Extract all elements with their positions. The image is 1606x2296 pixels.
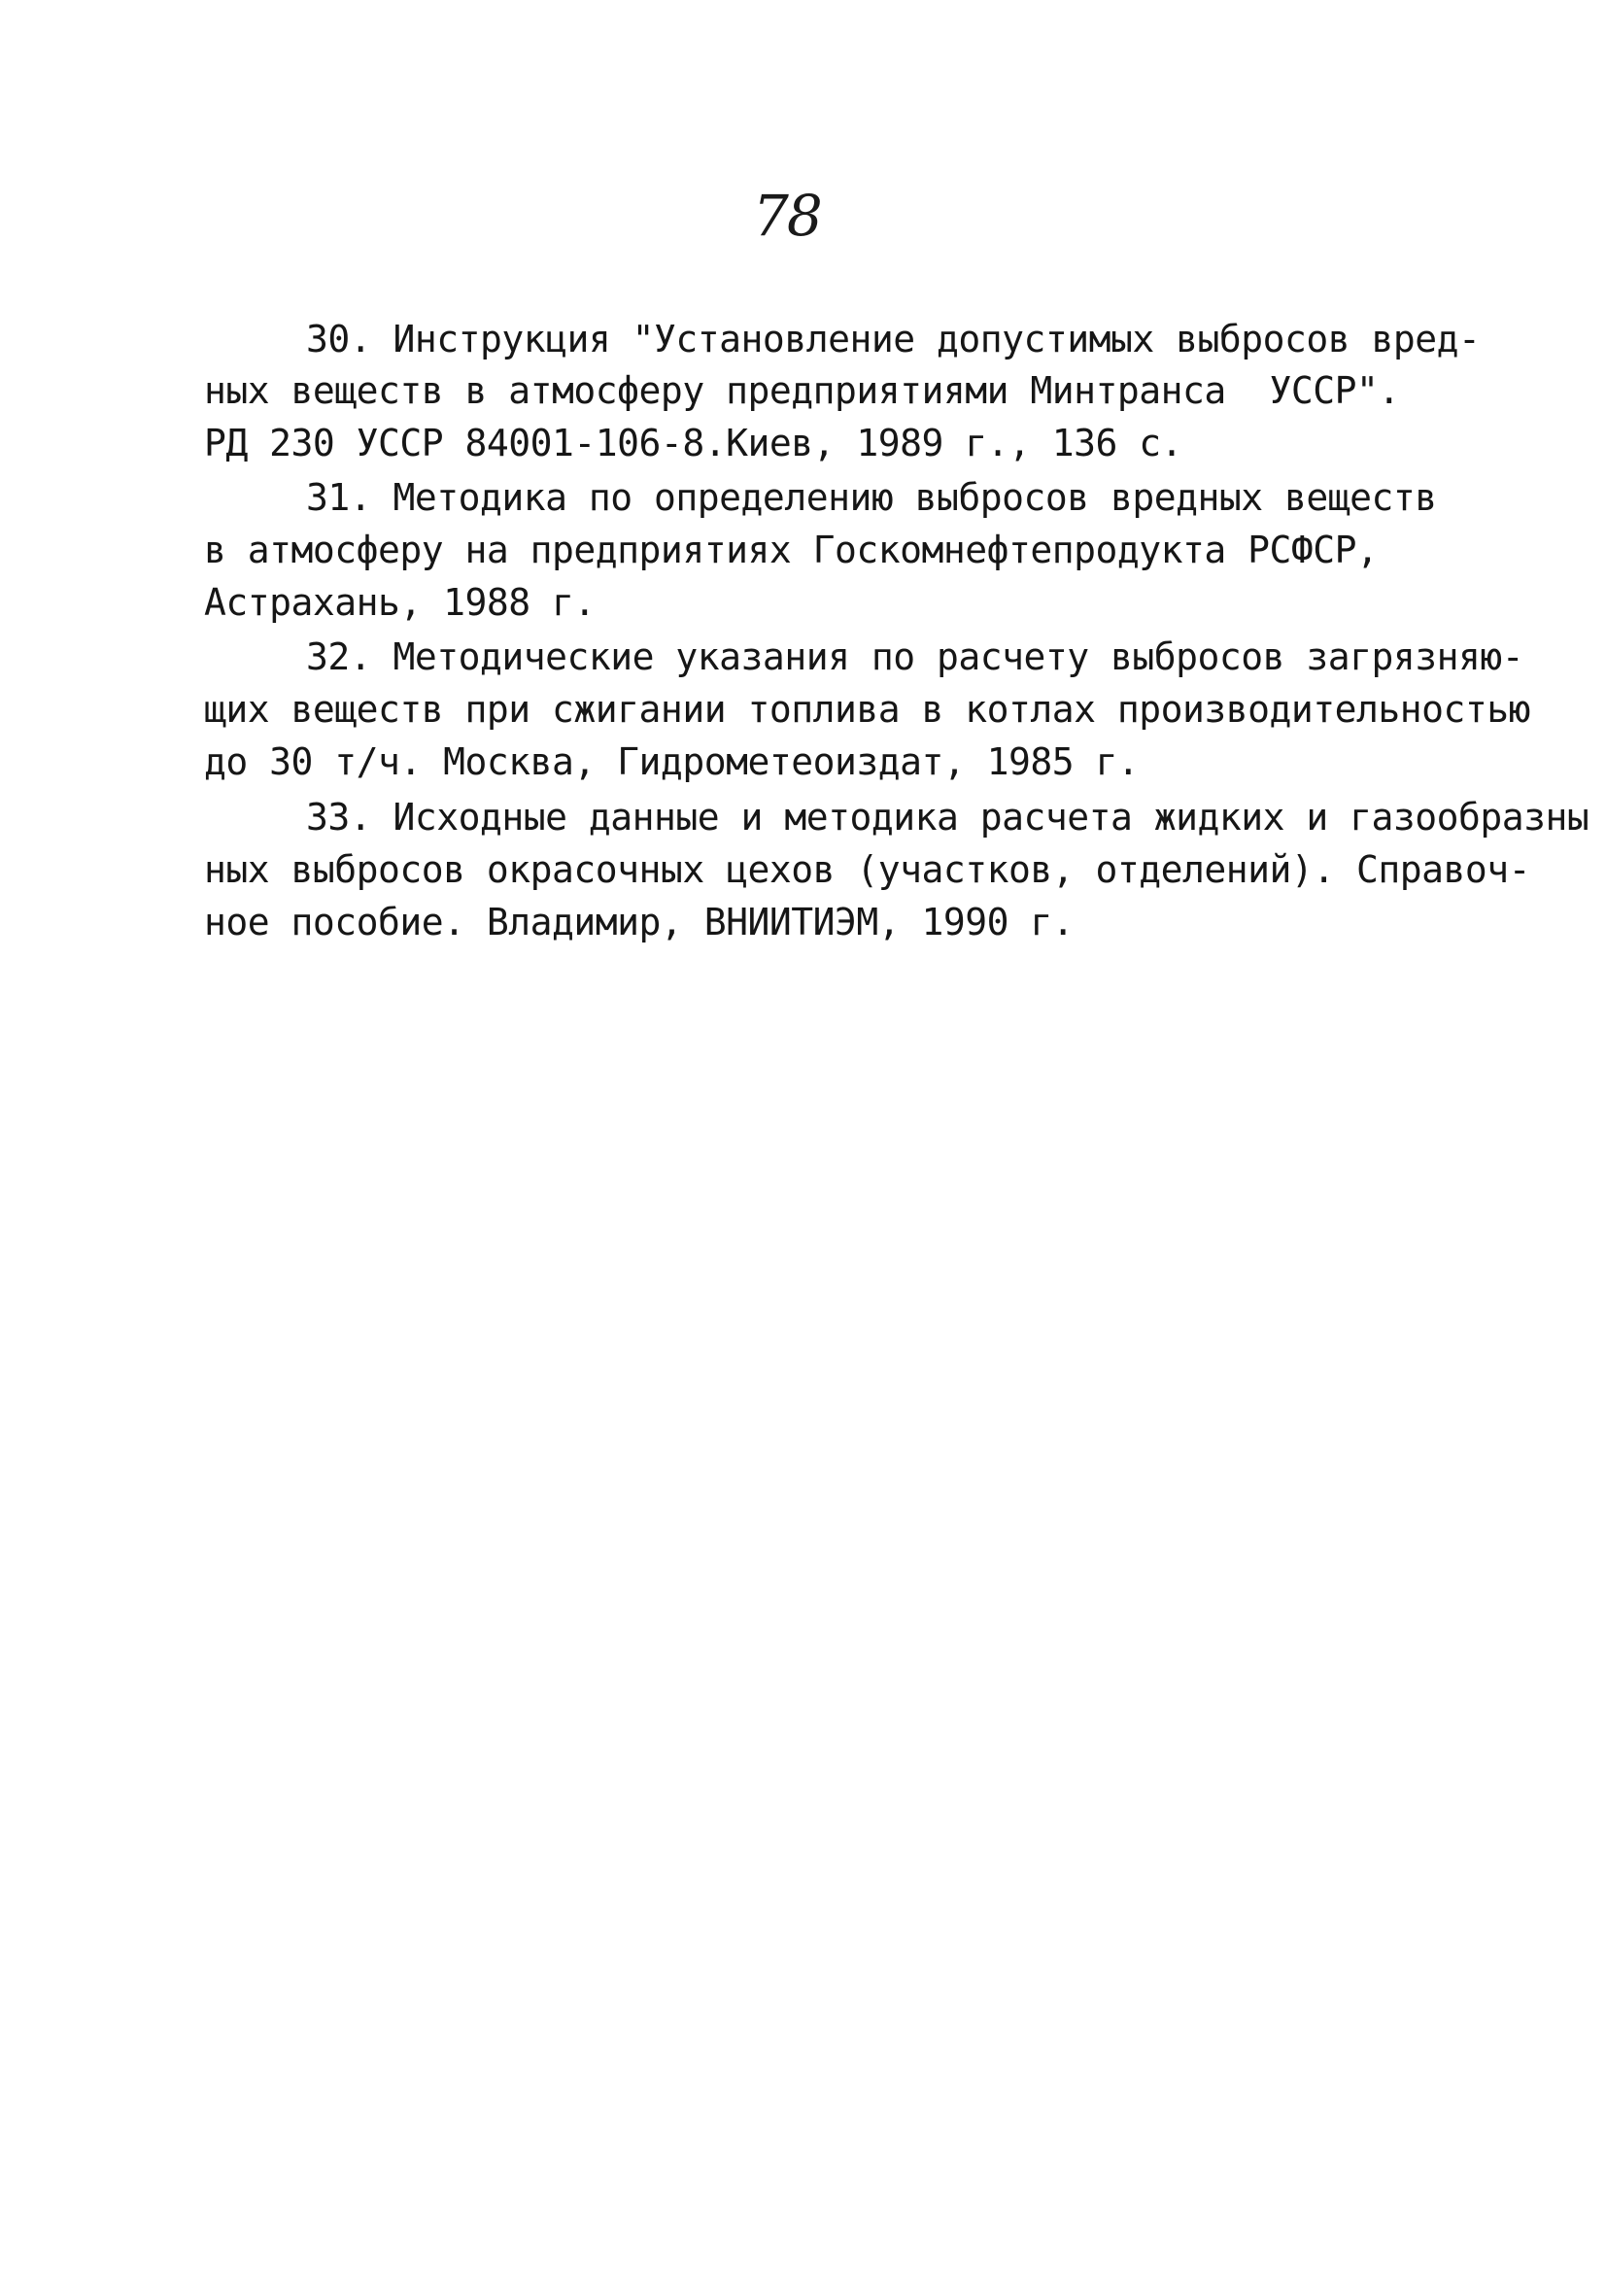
reference-line: 30. Инструкция "Установление допустимых выбросов вред-	[306, 318, 1481, 360]
reference-line: щих веществ при сжигании топлива в котлах производительностью	[204, 688, 1531, 731]
reference-line: РД 230 УССР 84001-106-8.Киев, 1989 г., 136 с.	[204, 422, 1183, 464]
reference-line: в атмосферу на предприятиях Госкомнефтепродукта РСФСР,	[204, 529, 1379, 571]
reference-line: 31. Методика по определению выбросов вредных веществ	[306, 476, 1437, 519]
reference-line: ных веществ в атмосферу предприятиями Минтранса УССР".	[204, 369, 1400, 412]
reference-line: до 30 т/ч. Москва, Гидрометеоиздат, 1985 г.	[204, 740, 1140, 783]
reference-line: ное пособие. Владимир, ВНИИТИЭМ, 1990 г.	[204, 901, 1075, 943]
page-number: 78	[753, 183, 821, 249]
reference-line: ных выбросов окрасочных цехов (участков, отделений). Справоч-	[204, 848, 1531, 891]
reference-line: 32. Методические указания по расчету выбросов загрязняю-	[306, 635, 1524, 678]
reference-line: 33. Исходные данные и методика расчета жидких и газообразны	[306, 796, 1589, 839]
reference-line: Астрахань, 1988 г.	[204, 581, 596, 624]
